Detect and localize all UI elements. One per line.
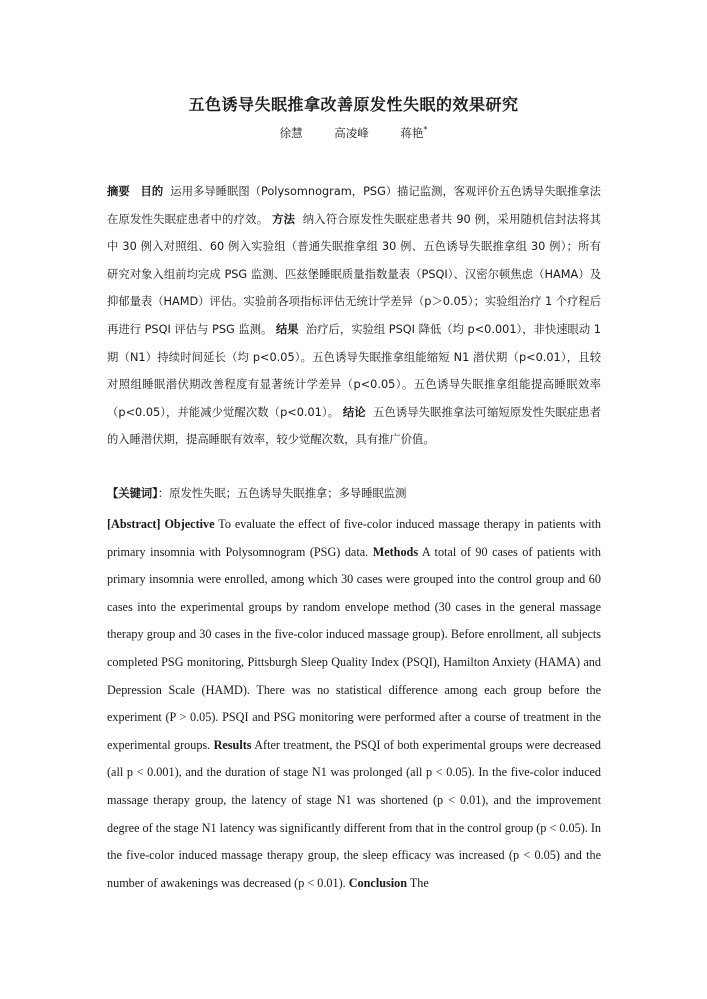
objective-text-en: To evaluate the effect of five-color induced massage therapy in patients with primary insomnia with Polysomnogram (PSG) data. — [107, 517, 602, 559]
author-name: 徐慧 — [279, 126, 303, 140]
abstract-english — [107, 511, 601, 897]
abstract-chinese — [107, 178, 601, 454]
methods-label: 方法 — [272, 212, 296, 226]
abstract-label: 摘要 — [107, 185, 130, 198]
keywords-text: ：原发性失眠；五色诱导失眠推拿；多导睡眠监测 — [157, 487, 407, 500]
results-label-en: Results — [213, 737, 252, 752]
author-corresponding — [400, 125, 427, 141]
objective-label-en: Objective — [164, 517, 215, 531]
methods-label-en: Methods — [372, 544, 419, 559]
results-text: 治疗后，实验组 PSQI 降低（均 p<0.001），非快速眼动 1 期（N1）持续时间延长（均 p<0.05）。五色诱导失眠推拿组能缩短 N1 潜伏期（p<0.01），且较对照组睡眠潜伏期改善程度有显著统计学差异（p<0.05）。五色诱导失眠推拿组能提高睡眠效率（p<0.05），并能减少觉醒次数（p<0.01）。 — [107, 322, 601, 419]
author-name: 高凌峰 — [334, 126, 369, 140]
paper-title: 五色诱导失眠推拿改善原发性失眠的效果研究 — [188, 95, 519, 114]
methods-text-en: A total of 90 cases of patients with primary insomnia were enrolled, among which 30 cases were grouped into the control group and 60 cases into the experimental groups by random envelope method (30 cases in the general massage therapy group and 30 cases in the five-color induced massage group). Before enrollment, all subjects completed PSG monitoring, Pittsburgh Sleep Quality Index (PSQI), Hamilton Anxiety (HAMA) and Depression Scale (HAMD). There was no statistical difference among each group before the experiment (P > 0.05). PSQI and PSG monitoring were performed after a course of treatment in the experimental groups. — [107, 544, 602, 752]
keywords — [107, 485, 601, 501]
results-text-en: After treatment, the PSQI of both experimental groups were decreased (all p < 0.001), and the duration of stage N1 was prolonged (all p < 0.05). In the five-color induced massage therapy group, the latency of stage N1 was shortened (p < 0.01), and the improvement degree of the stage N1 latency was significantly different from that in the control group (p < 0.05). In the five-color induced massage therapy group, the sleep efficacy was increased (p < 0.05) and the number of awakenings was decreased (p < 0.01). — [107, 737, 601, 890]
keywords-label: 【关键词】 — [107, 487, 158, 500]
conclusion-text: 五色诱导失眠推拿法可缩短原发性失眠症患者的入睡潜伏期，提高睡眠有效率，较少觉醒次数，具有推广价值。 — [107, 405, 601, 447]
results-label: 结果 — [275, 322, 299, 336]
abstract-label-en: [Abstract] — [107, 517, 161, 531]
conclusion-label-en: Conclusion — [348, 875, 407, 890]
conclusion-text-en: The — [409, 875, 429, 890]
author-name: 蒋艳 — [400, 126, 424, 140]
objective-text: 运用多导睡眠图（Polysomnogram，PSG）描记监测，客观评价五色诱导失眠推拿法在原发性失眠症患者中的疗效。 — [107, 185, 601, 226]
corresponding-mark: * — [423, 125, 428, 135]
conclusion-label: 结论 — [342, 405, 366, 419]
methods-text: 纳入符合原发性失眠症患者共 90 例，采用随机信封法将其中 30 例入对照组、60 例入实验组（普通失眠推拿组 30 例、五色诱导失眠推拿组 30 例）；所有研究对象入组前均完成 PSG 监测、匹兹堡睡眠质量指数量表（PSQI）、汉密尔顿焦虑（HAMA）及抑郁量表（HAMD）评估。实验前各项指标评估无统计学差异（p＞0.05）；实验组治疗 1 个疗程后再进行 PSQI 评估与 PSG 监测。 — [107, 212, 602, 336]
objective-label: 目的 — [140, 185, 164, 198]
author-list — [0, 125, 707, 141]
